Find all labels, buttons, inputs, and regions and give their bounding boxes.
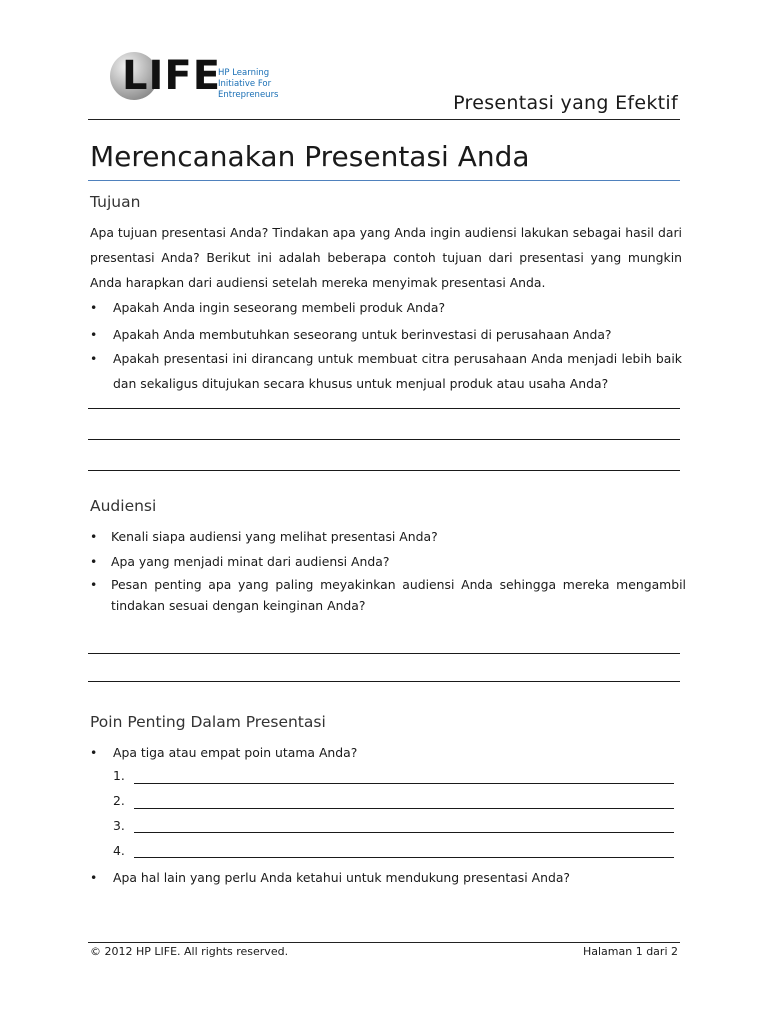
bullet-icon: • — [90, 870, 98, 885]
list-item-text: Kenali siapa audiensi yang melihat presentasi Anda? — [111, 529, 438, 544]
bullet-icon: • — [90, 300, 98, 315]
numbered-item-label: 2. — [113, 793, 125, 808]
page-title: Merencanakan Presentasi Anda — [90, 140, 530, 173]
list-item — [90, 524, 686, 549]
list-item-text: Pesan penting apa yang paling meyakinkan audiensi Anda sehingga mereka mengambil tindakan sesuai dengan keinginan Anda? — [111, 577, 686, 613]
logo-tagline-line: HP Learning — [218, 68, 270, 78]
bullet-icon: • — [90, 745, 98, 760]
hp-life-logo — [108, 50, 278, 106]
bullet-icon: • — [90, 529, 98, 544]
title-divider — [88, 180, 680, 181]
logo-tagline-line: Initiative For — [218, 79, 272, 89]
list-item-text: Apakah Anda ingin seseorang membeli produk Anda? — [113, 300, 446, 315]
bullet-icon: • — [90, 351, 98, 366]
bullet-icon: • — [90, 554, 98, 569]
list-item — [90, 549, 686, 574]
document-title: Presentasi yang Efektif — [453, 92, 678, 114]
copyright-text: © 2012 HP LIFE. All rights reserved. — [90, 945, 289, 958]
bullet-icon: • — [90, 327, 98, 342]
answer-line[interactable] — [88, 439, 680, 440]
list-item — [90, 865, 682, 890]
list-item — [90, 346, 682, 396]
answer-line[interactable] — [88, 470, 680, 471]
logo-tagline-line: Entrepreneurs — [218, 90, 279, 100]
answer-line[interactable] — [88, 653, 680, 654]
header-divider — [88, 119, 680, 120]
page-number: Halaman 1 dari 2 — [582, 945, 678, 958]
list-item-text: Apa tiga atau empat poin utama Anda? — [113, 745, 358, 760]
list-item — [90, 574, 686, 616]
answer-line[interactable] — [88, 681, 680, 682]
numbered-item-label: 1. — [113, 768, 125, 783]
section-heading-audiensi: Audiensi — [90, 497, 157, 515]
section-heading-poin-penting: Poin Penting Dalam Presentasi — [90, 713, 326, 731]
answer-line[interactable] — [88, 408, 680, 409]
bullet-icon: • — [90, 577, 98, 592]
answer-line[interactable] — [134, 808, 674, 809]
list-item-text: Apa yang menjadi minat dari audiensi Anda? — [111, 554, 390, 569]
tujuan-intro: Apa tujuan presentasi Anda? Tindakan apa yang Anda ingin audiensi lakukan sebagai hasil dari presentasi Anda? Berikut ini adalah beberapa contoh tujuan dari presentasi yang mungkin Anda harapkan dari audiensi setelah mereka menyimak presentasi Anda. — [90, 225, 682, 290]
list-item — [90, 740, 682, 765]
logo-wordmark: LIFE — [122, 53, 222, 99]
section-heading-tujuan: Tujuan — [90, 193, 141, 211]
numbered-item-label: 3. — [113, 818, 125, 833]
logo-tagline — [218, 68, 280, 101]
list-item-text: Apakah presentasi ini dirancang untuk membuat citra perusahaan Anda menjadi lebih baik dan sekaligus ditujukan secara khusus untuk menjual produk atau usaha Anda? — [113, 351, 682, 391]
list-item-text: Apa hal lain yang perlu Anda ketahui untuk mendukung presentasi Anda? — [113, 870, 570, 885]
footer-divider — [88, 942, 680, 943]
answer-line[interactable] — [134, 783, 674, 784]
answer-line[interactable] — [134, 857, 674, 858]
answer-line[interactable] — [134, 832, 674, 833]
numbered-item-label: 4. — [113, 843, 125, 858]
list-item-text: Apakah Anda membutuhkan seseorang untuk berinvestasi di perusahaan Anda? — [113, 327, 612, 342]
list-item — [90, 295, 682, 320]
list-item — [90, 322, 682, 347]
